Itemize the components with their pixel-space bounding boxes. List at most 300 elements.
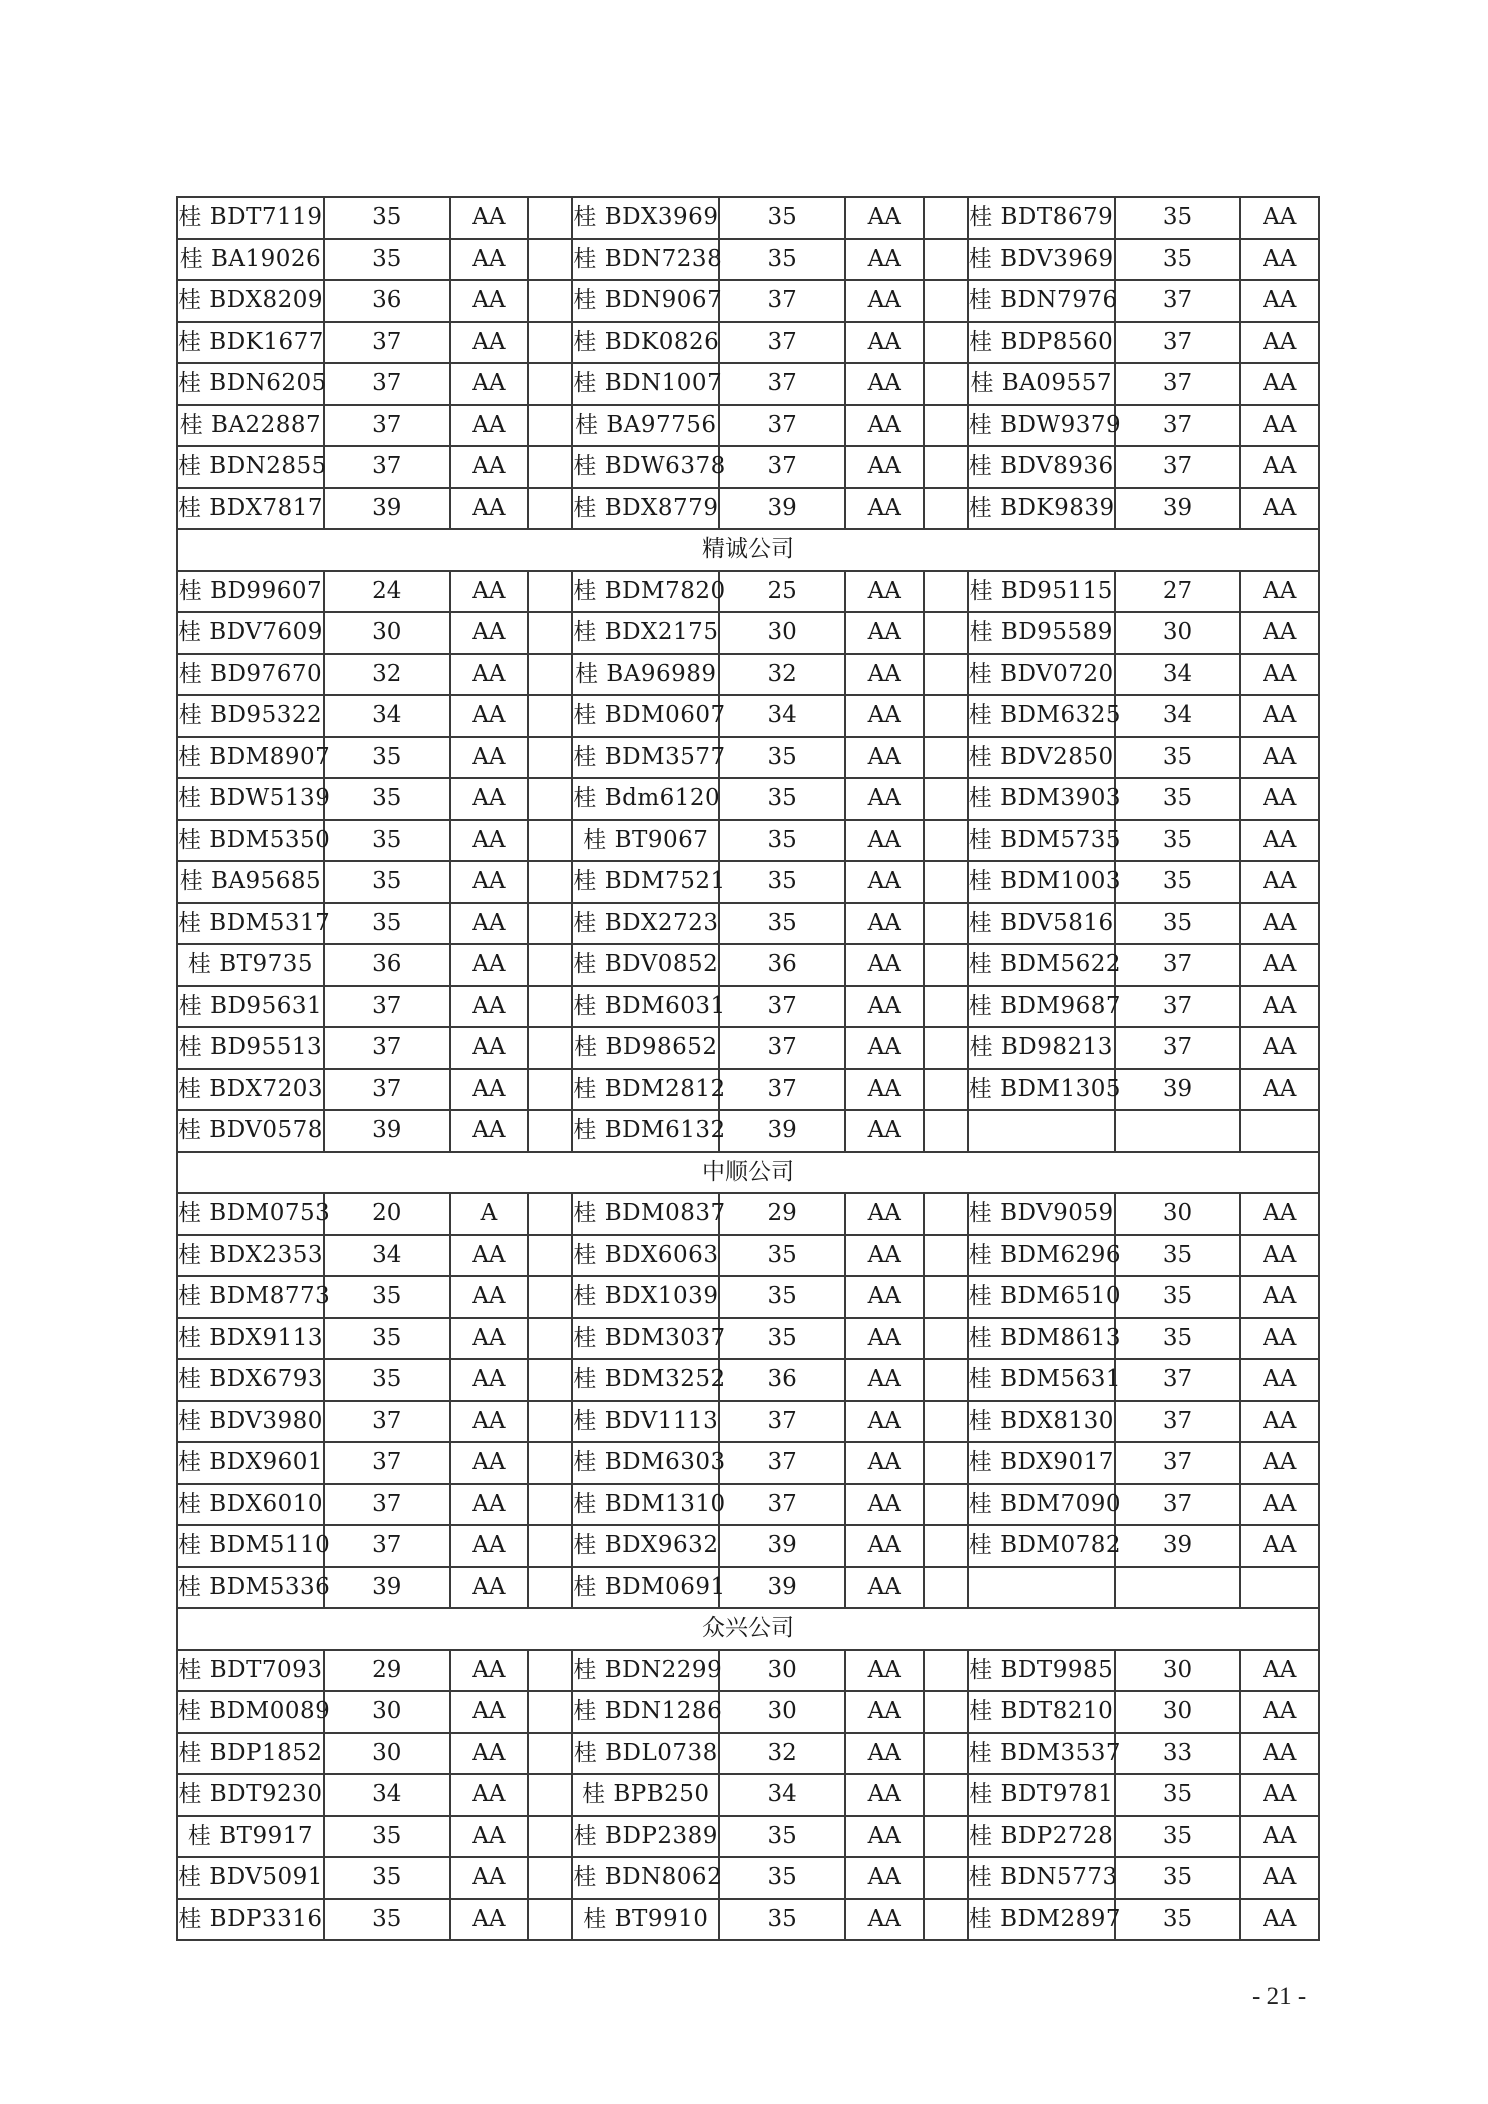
score-cell: 35 xyxy=(719,1276,845,1318)
score-cell: 37 xyxy=(1115,446,1241,488)
column-gap xyxy=(924,903,968,945)
score-cell: 35 xyxy=(1115,1899,1241,1941)
plate-cell: 桂 BT9910 xyxy=(572,1899,719,1941)
grade-cell: AA xyxy=(845,1650,923,1692)
grade-cell: AA xyxy=(845,1484,923,1526)
grade-cell: AA xyxy=(845,778,923,820)
grade-cell: AA xyxy=(845,363,923,405)
grade-cell: AA xyxy=(450,363,528,405)
plate-cell: 桂 BDP3316 xyxy=(177,1899,324,1941)
score-cell: 34 xyxy=(1115,654,1241,696)
plate-cell xyxy=(968,1567,1115,1609)
grade-cell: AA xyxy=(1240,1816,1319,1858)
plate-cell: 桂 BDM7820 xyxy=(572,571,719,613)
table-row xyxy=(177,944,1319,986)
column-gap xyxy=(924,695,968,737)
plate-cell: 桂 BD95589 xyxy=(968,612,1115,654)
score-cell: 25 xyxy=(719,571,845,613)
plate-cell: 桂 BDT8210 xyxy=(968,1691,1115,1733)
table-row xyxy=(177,1733,1319,1775)
plate-cell: 桂 BA95685 xyxy=(177,861,324,903)
grade-cell: AA xyxy=(450,695,528,737)
column-gap xyxy=(924,1318,968,1360)
table-row xyxy=(177,695,1319,737)
plate-cell: 桂 BDP8560 xyxy=(968,322,1115,364)
grade-cell: AA xyxy=(845,1857,923,1899)
column-gap xyxy=(528,1525,572,1567)
score-cell xyxy=(1115,1567,1241,1609)
table-row xyxy=(177,197,1319,239)
column-gap xyxy=(528,197,572,239)
score-cell: 35 xyxy=(1115,903,1241,945)
score-cell: 35 xyxy=(324,903,450,945)
score-cell: 37 xyxy=(324,446,450,488)
grade-cell: AA xyxy=(1240,903,1319,945)
grade-cell: AA xyxy=(845,446,923,488)
grade-cell: AA xyxy=(845,1816,923,1858)
column-gap xyxy=(528,986,572,1028)
column-gap xyxy=(528,1567,572,1609)
score-cell: 37 xyxy=(1115,363,1241,405)
column-gap xyxy=(924,1567,968,1609)
grade-cell: AA xyxy=(845,1110,923,1152)
score-cell: 35 xyxy=(1115,1774,1241,1816)
grade-cell: AA xyxy=(845,1567,923,1609)
table-row xyxy=(177,1525,1319,1567)
grade-cell: AA xyxy=(1240,944,1319,986)
plate-cell: 桂 BT9735 xyxy=(177,944,324,986)
score-cell: 32 xyxy=(719,1733,845,1775)
grade-cell: AA xyxy=(1240,861,1319,903)
table-row xyxy=(177,363,1319,405)
plate-cell xyxy=(968,1110,1115,1152)
grade-cell: AA xyxy=(845,1525,923,1567)
table-row xyxy=(177,1276,1319,1318)
plate-cell: 桂 BDM1310 xyxy=(572,1484,719,1526)
column-gap xyxy=(924,944,968,986)
grade-cell: AA xyxy=(450,1484,528,1526)
column-gap xyxy=(528,1774,572,1816)
plate-cell: 桂 BDV0852 xyxy=(572,944,719,986)
score-cell: 35 xyxy=(1115,1857,1241,1899)
grade-cell: AA xyxy=(1240,612,1319,654)
score-cell: 33 xyxy=(1115,1733,1241,1775)
score-cell: 35 xyxy=(324,239,450,281)
plate-cell: 桂 BDX2723 xyxy=(572,903,719,945)
grade-cell: AA xyxy=(1240,820,1319,862)
score-cell: 39 xyxy=(324,1567,450,1609)
column-gap xyxy=(924,1401,968,1443)
grade-cell: AA xyxy=(845,1442,923,1484)
grade-cell: AA xyxy=(1240,1442,1319,1484)
score-cell: 35 xyxy=(719,820,845,862)
table-row xyxy=(177,654,1319,696)
grade-cell: AA xyxy=(450,1650,528,1692)
column-gap xyxy=(924,280,968,322)
grade-cell: AA xyxy=(450,903,528,945)
score-cell: 36 xyxy=(719,1359,845,1401)
grade-cell: AA xyxy=(450,778,528,820)
section-title: 中顺公司 xyxy=(177,1152,1319,1194)
column-gap xyxy=(528,1276,572,1318)
section-header-row xyxy=(177,1608,1319,1650)
grade-cell: AA xyxy=(450,446,528,488)
grade-cell: AA xyxy=(450,1401,528,1443)
plate-cell: 桂 BDN2299 xyxy=(572,1650,719,1692)
score-cell: 35 xyxy=(719,1899,845,1941)
plate-cell: 桂 BA09557 xyxy=(968,363,1115,405)
grade-cell: AA xyxy=(450,488,528,530)
score-cell: 37 xyxy=(324,1442,450,1484)
score-cell: 37 xyxy=(719,1027,845,1069)
plate-cell: 桂 BDM7521 xyxy=(572,861,719,903)
score-cell: 30 xyxy=(1115,612,1241,654)
grade-cell: AA xyxy=(845,986,923,1028)
grade-cell xyxy=(1240,1110,1319,1152)
table-row xyxy=(177,820,1319,862)
score-cell: 35 xyxy=(719,1235,845,1277)
column-gap xyxy=(924,820,968,862)
score-cell: 35 xyxy=(719,778,845,820)
plate-cell: 桂 BDM8773 xyxy=(177,1276,324,1318)
score-cell: 35 xyxy=(719,1318,845,1360)
grade-cell: AA xyxy=(1240,1359,1319,1401)
plate-cell: 桂 BDM8907 xyxy=(177,737,324,779)
column-gap xyxy=(924,1235,968,1277)
grade-cell: AA xyxy=(1240,1069,1319,1111)
plate-cell: 桂 BDM5317 xyxy=(177,903,324,945)
plate-cell: 桂 BDT7093 xyxy=(177,1650,324,1692)
column-gap xyxy=(924,1442,968,1484)
column-gap xyxy=(528,903,572,945)
grade-cell: AA xyxy=(845,654,923,696)
score-cell: 37 xyxy=(324,1484,450,1526)
grade-cell: AA xyxy=(1240,737,1319,779)
column-gap xyxy=(528,820,572,862)
grade-cell: AA xyxy=(845,280,923,322)
plate-cell: 桂 BD99607 xyxy=(177,571,324,613)
column-gap xyxy=(924,1484,968,1526)
plate-cell: 桂 BDT9985 xyxy=(968,1650,1115,1692)
table-row xyxy=(177,1484,1319,1526)
column-gap xyxy=(528,280,572,322)
grade-cell: AA xyxy=(845,405,923,447)
grade-cell: AA xyxy=(1240,986,1319,1028)
score-cell: 35 xyxy=(324,1857,450,1899)
table-row xyxy=(177,1442,1319,1484)
grade-cell: AA xyxy=(845,1733,923,1775)
plate-cell: 桂 BDM2812 xyxy=(572,1069,719,1111)
score-cell: 24 xyxy=(324,571,450,613)
plate-cell: 桂 BDM5350 xyxy=(177,820,324,862)
score-cell: 35 xyxy=(719,197,845,239)
score-cell: 39 xyxy=(719,1525,845,1567)
table-row xyxy=(177,1691,1319,1733)
grade-cell: AA xyxy=(450,1359,528,1401)
column-gap xyxy=(924,1110,968,1152)
score-cell: 35 xyxy=(324,778,450,820)
grade-cell: AA xyxy=(1240,1235,1319,1277)
column-gap xyxy=(528,1484,572,1526)
score-cell: 35 xyxy=(1115,1816,1241,1858)
score-cell: 37 xyxy=(719,1401,845,1443)
table-row xyxy=(177,280,1319,322)
grade-cell: AA xyxy=(450,280,528,322)
plate-cell: 桂 BDM6510 xyxy=(968,1276,1115,1318)
plate-cell: 桂 BA22887 xyxy=(177,405,324,447)
plate-cell: 桂 BDM6325 xyxy=(968,695,1115,737)
grade-cell: AA xyxy=(1240,1484,1319,1526)
score-cell: 32 xyxy=(719,654,845,696)
grade-cell: AA xyxy=(1240,1650,1319,1692)
grade-cell: AA xyxy=(450,571,528,613)
score-cell: 27 xyxy=(1115,571,1241,613)
plate-cell: 桂 BDM1003 xyxy=(968,861,1115,903)
score-cell: 36 xyxy=(324,280,450,322)
plate-cell: 桂 BDM5622 xyxy=(968,944,1115,986)
grade-cell: AA xyxy=(450,612,528,654)
score-cell: 37 xyxy=(719,322,845,364)
plate-cell: 桂 BDN6205 xyxy=(177,363,324,405)
plate-cell: 桂 BDW6378 xyxy=(572,446,719,488)
grade-cell: AA xyxy=(1240,488,1319,530)
plate-cell: 桂 BD98213 xyxy=(968,1027,1115,1069)
grade-cell: AA xyxy=(450,322,528,364)
grade-cell: AA xyxy=(845,695,923,737)
column-gap xyxy=(924,1069,968,1111)
plate-cell: 桂 BDM0782 xyxy=(968,1525,1115,1567)
plate-cell: 桂 BDN2855 xyxy=(177,446,324,488)
score-cell: 37 xyxy=(1115,1027,1241,1069)
grade-cell: AA xyxy=(1240,1276,1319,1318)
plate-cell: 桂 BDT8679 xyxy=(968,197,1115,239)
grade-cell: AA xyxy=(845,1774,923,1816)
table-row xyxy=(177,612,1319,654)
table-row xyxy=(177,1110,1319,1152)
grade-cell: AA xyxy=(450,1899,528,1941)
column-gap xyxy=(924,986,968,1028)
column-gap xyxy=(528,737,572,779)
column-gap xyxy=(924,1359,968,1401)
plate-cell: 桂 BDX1039 xyxy=(572,1276,719,1318)
table-row xyxy=(177,1318,1319,1360)
grade-cell: AA xyxy=(450,986,528,1028)
score-cell: 35 xyxy=(719,903,845,945)
grade-cell: AA xyxy=(450,944,528,986)
grade-cell: AA xyxy=(1240,280,1319,322)
score-cell: 36 xyxy=(719,944,845,986)
section-header-row xyxy=(177,1152,1319,1194)
plate-cell: 桂 BDV3969 xyxy=(968,239,1115,281)
column-gap xyxy=(528,1069,572,1111)
grade-cell: AA xyxy=(845,1276,923,1318)
score-cell: 37 xyxy=(719,405,845,447)
score-cell: 37 xyxy=(324,1525,450,1567)
score-cell: 37 xyxy=(719,1484,845,1526)
grade-cell: AA xyxy=(450,1857,528,1899)
plate-cell: 桂 BDM0089 xyxy=(177,1691,324,1733)
plate-cell: 桂 BDM7090 xyxy=(968,1484,1115,1526)
grade-cell: AA xyxy=(1240,654,1319,696)
column-gap xyxy=(924,1857,968,1899)
plate-cell: 桂 Bdm6120 xyxy=(572,778,719,820)
plate-cell: 桂 BD95322 xyxy=(177,695,324,737)
grade-cell: AA xyxy=(1240,197,1319,239)
score-cell: 37 xyxy=(1115,405,1241,447)
grade-cell: AA xyxy=(1240,1733,1319,1775)
grade-cell: AA xyxy=(845,1027,923,1069)
score-cell: 39 xyxy=(324,488,450,530)
plate-cell: 桂 BDM3903 xyxy=(968,778,1115,820)
score-cell: 35 xyxy=(1115,197,1241,239)
plate-cell: 桂 BDV2850 xyxy=(968,737,1115,779)
grade-cell: AA xyxy=(845,1359,923,1401)
table-row xyxy=(177,737,1319,779)
score-cell: 37 xyxy=(1115,1401,1241,1443)
score-cell: 30 xyxy=(719,1691,845,1733)
plate-cell: 桂 BDM0837 xyxy=(572,1193,719,1235)
grade-cell: AA xyxy=(845,197,923,239)
grade-cell: AA xyxy=(1240,695,1319,737)
score-cell: 37 xyxy=(324,363,450,405)
column-gap xyxy=(528,571,572,613)
column-gap xyxy=(924,571,968,613)
plate-cell: 桂 BD97670 xyxy=(177,654,324,696)
grade-cell: AA xyxy=(450,1069,528,1111)
grade-cell: AA xyxy=(1240,1027,1319,1069)
plate-cell: 桂 BDM5110 xyxy=(177,1525,324,1567)
score-cell: 35 xyxy=(324,737,450,779)
plate-cell: 桂 BDX6063 xyxy=(572,1235,719,1277)
grade-cell: AA xyxy=(845,1069,923,1111)
grade-cell: AA xyxy=(450,1733,528,1775)
plate-cell: 桂 BDM1305 xyxy=(968,1069,1115,1111)
column-gap xyxy=(528,322,572,364)
score-cell: 37 xyxy=(719,986,845,1028)
column-gap xyxy=(924,197,968,239)
column-gap xyxy=(924,322,968,364)
score-cell: 35 xyxy=(324,1318,450,1360)
grade-cell: AA xyxy=(450,861,528,903)
score-cell: 39 xyxy=(719,488,845,530)
plate-cell: 桂 BDX6793 xyxy=(177,1359,324,1401)
plate-cell: 桂 BD98652 xyxy=(572,1027,719,1069)
score-cell xyxy=(1115,1110,1241,1152)
column-gap xyxy=(528,1027,572,1069)
score-cell: 35 xyxy=(1115,820,1241,862)
grade-cell: AA xyxy=(845,861,923,903)
plate-cell: 桂 BDK1677 xyxy=(177,322,324,364)
plate-cell: 桂 BDX9017 xyxy=(968,1442,1115,1484)
column-gap xyxy=(924,1525,968,1567)
grade-cell: AA xyxy=(450,1276,528,1318)
plate-cell: 桂 BDM5336 xyxy=(177,1567,324,1609)
grade-cell: AA xyxy=(845,1318,923,1360)
column-gap xyxy=(924,1816,968,1858)
score-cell: 37 xyxy=(1115,1484,1241,1526)
grade-cell: AA xyxy=(845,944,923,986)
column-gap xyxy=(528,1733,572,1775)
score-cell: 35 xyxy=(1115,239,1241,281)
column-gap xyxy=(924,1276,968,1318)
score-cell: 34 xyxy=(1115,695,1241,737)
plate-cell: 桂 BDV3980 xyxy=(177,1401,324,1443)
score-cell: 30 xyxy=(1115,1650,1241,1692)
plate-cell: 桂 BDV5091 xyxy=(177,1857,324,1899)
plate-cell: 桂 BT9067 xyxy=(572,820,719,862)
page-number: - 21 - xyxy=(1252,1983,1307,2010)
column-gap xyxy=(528,1193,572,1235)
score-cell: 35 xyxy=(324,1359,450,1401)
score-cell: 35 xyxy=(1115,737,1241,779)
plate-cell: 桂 BDX3969 xyxy=(572,197,719,239)
grade-cell: AA xyxy=(450,1816,528,1858)
grade-cell: AA xyxy=(845,239,923,281)
column-gap xyxy=(528,1816,572,1858)
column-gap xyxy=(528,1235,572,1277)
score-cell: 35 xyxy=(719,737,845,779)
score-cell: 37 xyxy=(324,1401,450,1443)
plate-cell: 桂 BDN1007 xyxy=(572,363,719,405)
grade-cell: AA xyxy=(1240,239,1319,281)
plate-cell: 桂 BDM6303 xyxy=(572,1442,719,1484)
score-cell: 39 xyxy=(719,1567,845,1609)
grade-cell: AA xyxy=(1240,322,1319,364)
plate-cell: 桂 BDX6010 xyxy=(177,1484,324,1526)
grade-cell: AA xyxy=(1240,405,1319,447)
plate-cell: 桂 BDV7609 xyxy=(177,612,324,654)
score-cell: 35 xyxy=(324,820,450,862)
table-row xyxy=(177,1899,1319,1941)
plate-cell: 桂 BD95115 xyxy=(968,571,1115,613)
score-cell: 30 xyxy=(1115,1691,1241,1733)
table-row xyxy=(177,861,1319,903)
grade-cell: AA xyxy=(845,571,923,613)
table-row xyxy=(177,1193,1319,1235)
column-gap xyxy=(924,405,968,447)
plate-cell: 桂 BDN5773 xyxy=(968,1857,1115,1899)
column-gap xyxy=(528,1899,572,1941)
grade-cell: AA xyxy=(845,488,923,530)
section-title: 精诚公司 xyxy=(177,529,1319,571)
column-gap xyxy=(528,405,572,447)
score-cell: 34 xyxy=(324,1774,450,1816)
table-row xyxy=(177,1235,1319,1277)
grade-cell: AA xyxy=(1240,1318,1319,1360)
column-gap xyxy=(924,861,968,903)
column-gap xyxy=(924,1691,968,1733)
score-cell: 35 xyxy=(719,1857,845,1899)
score-cell: 36 xyxy=(324,944,450,986)
grade-cell: AA xyxy=(1240,1401,1319,1443)
plate-cell: 桂 BDM9687 xyxy=(968,986,1115,1028)
plate-cell: 桂 BDX8209 xyxy=(177,280,324,322)
plate-cell: 桂 BDV5816 xyxy=(968,903,1115,945)
plate-cell: 桂 BPB250 xyxy=(572,1774,719,1816)
grade-cell: AA xyxy=(450,1691,528,1733)
column-gap xyxy=(924,488,968,530)
score-cell: 37 xyxy=(719,1442,845,1484)
plate-cell: 桂 BA97756 xyxy=(572,405,719,447)
grade-cell: AA xyxy=(1240,1193,1319,1235)
score-cell: 37 xyxy=(719,363,845,405)
plate-cell: 桂 BDK0826 xyxy=(572,322,719,364)
score-cell: 37 xyxy=(324,405,450,447)
grade-cell: AA xyxy=(450,820,528,862)
column-gap xyxy=(528,1359,572,1401)
plate-cell: 桂 BDT9230 xyxy=(177,1774,324,1816)
score-cell: 37 xyxy=(324,322,450,364)
